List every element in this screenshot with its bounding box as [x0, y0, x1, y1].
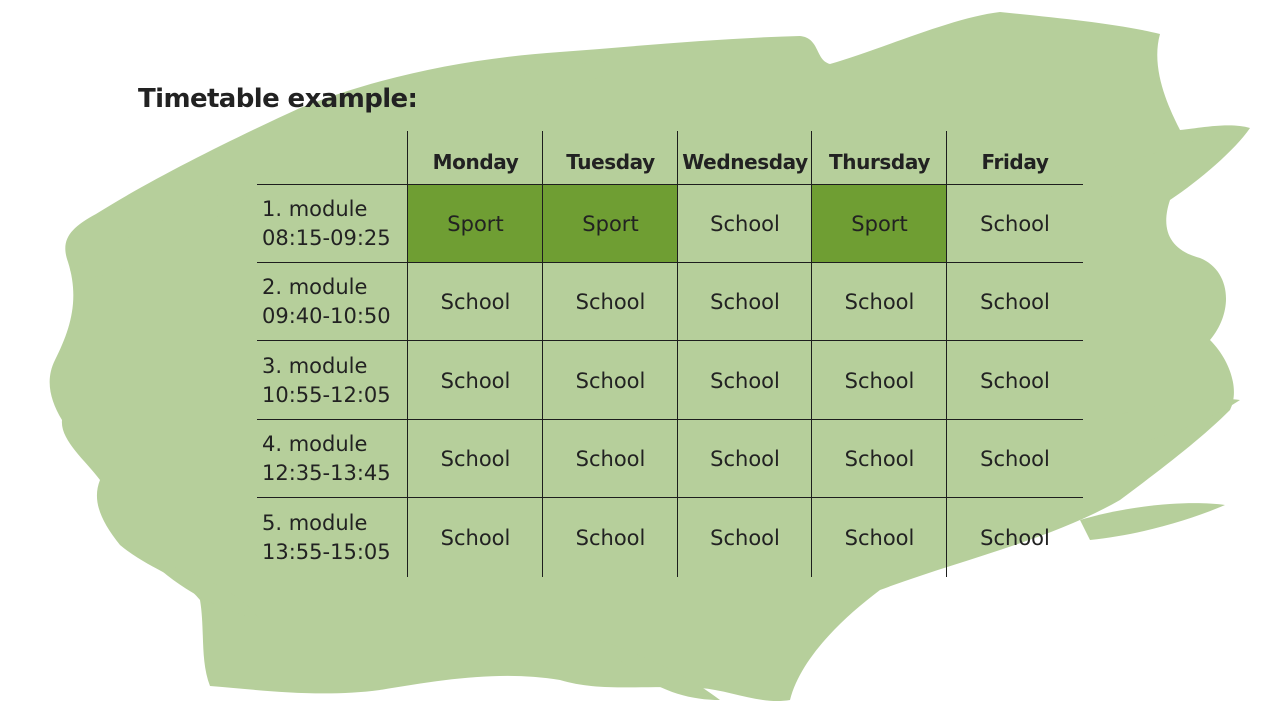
timetable-cell: School	[440, 447, 511, 471]
module-time: 09:40-10:50	[262, 304, 391, 328]
timetable-cell: School	[710, 447, 780, 471]
timetable-cell: School	[575, 525, 646, 550]
timetable-cell: School	[980, 212, 1050, 236]
module-label	[257, 263, 407, 341]
grid-divider	[677, 131, 678, 577]
grid-divider	[257, 497, 1083, 498]
module-name: 1. module	[262, 197, 368, 221]
grid-divider	[257, 184, 1083, 185]
timetable	[257, 131, 1083, 577]
page-title: Timetable example:	[138, 84, 418, 114]
grid-divider	[257, 262, 1083, 263]
timetable-cell: School	[710, 212, 780, 236]
module-time: 10:55-12:05	[262, 382, 391, 407]
timetable-cell: School	[980, 368, 1050, 393]
module-name: 4. module	[262, 432, 368, 456]
timetable-cell-sport: Sport	[812, 185, 947, 263]
timetable-cell: School	[710, 525, 780, 550]
timetable-cell: School	[575, 447, 646, 471]
timetable-cell: School	[844, 368, 915, 393]
grid-divider	[257, 419, 1083, 420]
timetable-cell-sport: Sport	[408, 185, 543, 263]
grid-divider	[542, 131, 543, 577]
timetable-cell: School	[980, 290, 1050, 314]
timetable-cell: School	[980, 447, 1050, 471]
module-time: 13:55-15:05	[262, 539, 391, 564]
day-header-monday: Monday	[432, 150, 519, 174]
module-label	[257, 498, 407, 577]
grid-divider	[257, 340, 1083, 341]
day-header-wednesday: Wednesday	[682, 150, 808, 174]
timetable-cell: School	[844, 525, 915, 550]
timetable-cell: School	[440, 525, 511, 550]
grid-divider	[407, 131, 408, 577]
timetable-cell-sport: Sport	[543, 185, 678, 263]
timetable-cell: School	[844, 290, 915, 314]
timetable-cell: School	[575, 368, 646, 393]
timetable-cell: School	[710, 368, 780, 393]
module-time: 08:15-09:25	[262, 226, 391, 250]
module-label	[257, 420, 407, 498]
module-name: 3. module	[262, 353, 368, 378]
module-label	[257, 185, 407, 263]
module-label	[257, 341, 407, 420]
timetable-cell: School	[440, 368, 511, 393]
timetable-cell: School	[575, 290, 646, 314]
module-time: 12:35-13:45	[262, 461, 391, 485]
day-header-friday: Friday	[981, 150, 1049, 174]
timetable-cell: School	[710, 290, 780, 314]
module-name: 5. module	[262, 510, 368, 535]
timetable-cell: School	[980, 525, 1050, 550]
timetable-cell: School	[844, 447, 915, 471]
grid-divider	[946, 131, 947, 577]
module-name: 2. module	[262, 275, 368, 299]
day-header-thursday: Thursday	[829, 150, 930, 174]
timetable-cell: School	[440, 290, 511, 314]
day-header-tuesday: Tuesday	[566, 150, 655, 174]
grid-divider	[811, 131, 812, 577]
